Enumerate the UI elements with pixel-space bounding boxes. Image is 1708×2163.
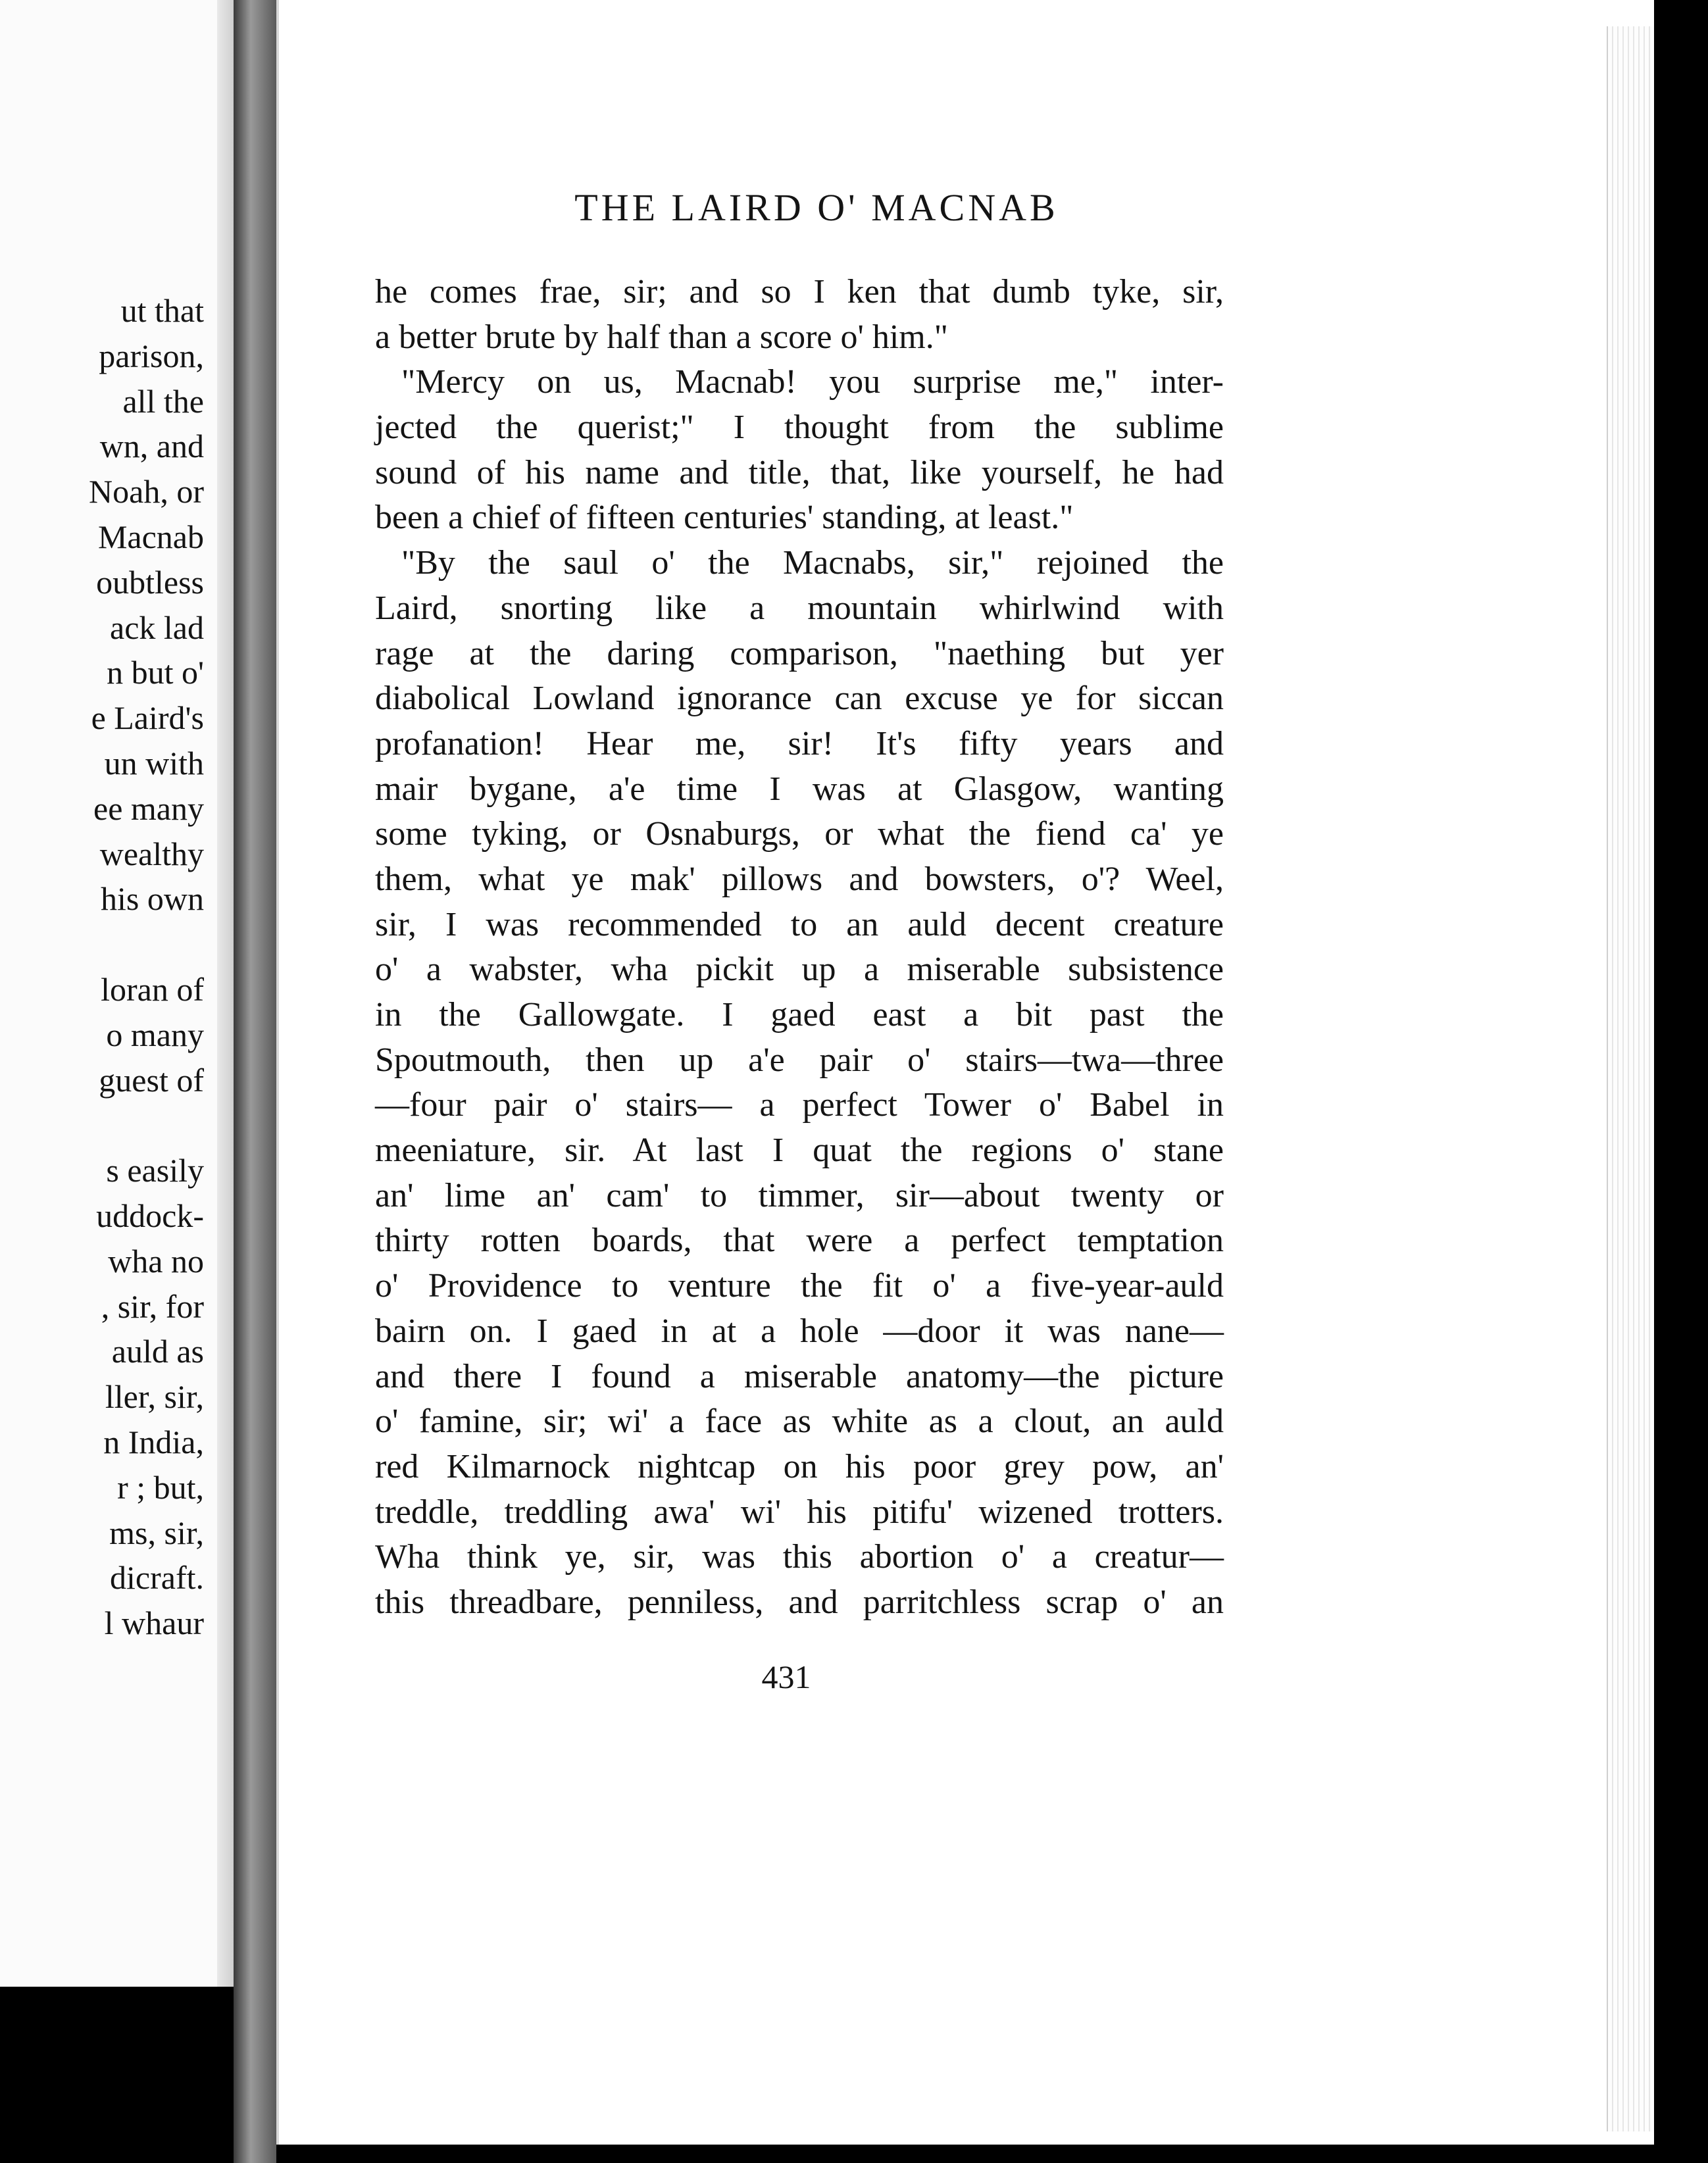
text-line: "Mercy on us, Macnab! you surprise me," inter- [401, 363, 1224, 401]
body-text [375, 270, 1224, 1626]
left-line: ms, sir, [109, 1514, 204, 1551]
left-line: ee many [93, 789, 204, 827]
left-line [0, 922, 204, 967]
left-line: wha no [108, 1242, 204, 1280]
text-line: he comes frae, sir; and so I ken that dumb tyke, sir, [375, 273, 1224, 311]
text-line: o' a wabster, wha pickit up a miserable subsistence [375, 951, 1224, 989]
left-line: dicraft. [110, 1559, 204, 1597]
text-line: mair bygane, a'e time I was at Glasgow, wanting [375, 770, 1224, 808]
left-gutter-shadow [217, 0, 234, 1987]
text-line: meeniature, sir. At last I quat the regions o' stane [375, 1131, 1224, 1170]
left-line: o many [106, 1016, 204, 1053]
text-line: —four pair o' stairs— a perfect Tower o' Babel in [375, 1086, 1224, 1124]
left-line: ller, sir, [105, 1378, 204, 1416]
text-line: diabolical Lowland ignorance can excuse ye for siccan [375, 680, 1224, 718]
left-line: e Laird's [91, 699, 204, 737]
text-line: treddle, treddling awa' wi' his pitifu' wizened trotters. [375, 1493, 1224, 1531]
left-line: s easily [106, 1152, 204, 1189]
text-line: Spoutmouth, then up a'e pair o' stairs—twa—three [375, 1041, 1224, 1079]
text-line: sir, I was recommended to an auld decent creature [375, 905, 1224, 943]
text-line: rage at the daring comparison, "naething but yer [375, 634, 1224, 672]
text-line: bairn on. I gaed in at a hole —door it was nane— [375, 1312, 1224, 1350]
left-line: , sir, for [101, 1287, 204, 1325]
left-line: l whaur [104, 1604, 204, 1642]
text-line: an' lime an' cam' to timmer, sir—about twenty or [375, 1176, 1224, 1214]
text-line: in the Gallowgate. I gaed east a bit past the [375, 996, 1224, 1033]
book-spine [234, 0, 276, 2163]
text-line: them, what ye mak' pillows and bowsters, o'? Weel, [375, 860, 1224, 898]
text-line: and there I found a miserable anatomy—the picture [375, 1357, 1224, 1395]
page-edges [1607, 26, 1654, 2131]
left-line: ack lad [110, 609, 204, 646]
left-line: all the [122, 382, 204, 420]
running-head: THE LAIRD O' MACNAB [574, 186, 1059, 229]
left-line: his own [101, 880, 204, 918]
text-line: Laird, snorting like a mountain whirlwind with [375, 589, 1224, 627]
left-line: oubtless [96, 563, 204, 601]
text-line: a better brute by half than a score o' him." [375, 318, 948, 356]
text-line: thirty rotten boards, that were a perfect temptation [375, 1222, 1224, 1260]
left-line: wn, and [99, 428, 204, 465]
left-line: loran of [101, 970, 204, 1008]
left-line: auld as [111, 1333, 204, 1370]
left-line: r ; but, [117, 1468, 204, 1506]
left-line: un with [104, 744, 204, 782]
left-line: uddock- [96, 1197, 204, 1234]
text-line: sound of his name and title, that, like yourself, he had [375, 453, 1224, 491]
left-line: Noah, or [89, 473, 204, 510]
left-line: ut that [120, 292, 204, 329]
page-number: 431 [761, 1658, 811, 1695]
text-line: profanation! Hear me, sir! It's fifty years and [375, 724, 1224, 762]
left-line: n but o' [107, 654, 204, 691]
text-line: Wha think ye, sir, was this abortion o' a creatur— [375, 1538, 1224, 1576]
text-line: some tyking, or Osnaburgs, or what the fiend ca' ye [375, 815, 1224, 853]
left-page-text [0, 288, 204, 1646]
text-line: o' Providence to venture the fit o' a five-year-auld [375, 1267, 1224, 1305]
text-line: this threadbare, penniless, and parritchless scrap o' an [375, 1583, 1224, 1621]
text-line: been a chief of fifteen centuries' standing, at least." [375, 499, 1074, 537]
text-line: o' famine, sir; wi' a face as white as a clout, an auld [375, 1403, 1224, 1441]
left-facing-page [0, 0, 234, 1987]
left-line: guest of [99, 1061, 204, 1099]
left-line: n India, [103, 1423, 204, 1460]
left-line: parison, [99, 337, 204, 374]
left-line: Macnab [97, 518, 204, 555]
text-line: "By the saul o' the Macnabs, sir," rejoined the [401, 544, 1224, 582]
left-line: wealthy [99, 835, 204, 872]
left-line [0, 1103, 204, 1148]
text-line: red Kilmarnock nightcap on his poor grey pow, an' [375, 1447, 1224, 1485]
text-line: jected the querist;" I thought from the sublime [375, 409, 1224, 447]
